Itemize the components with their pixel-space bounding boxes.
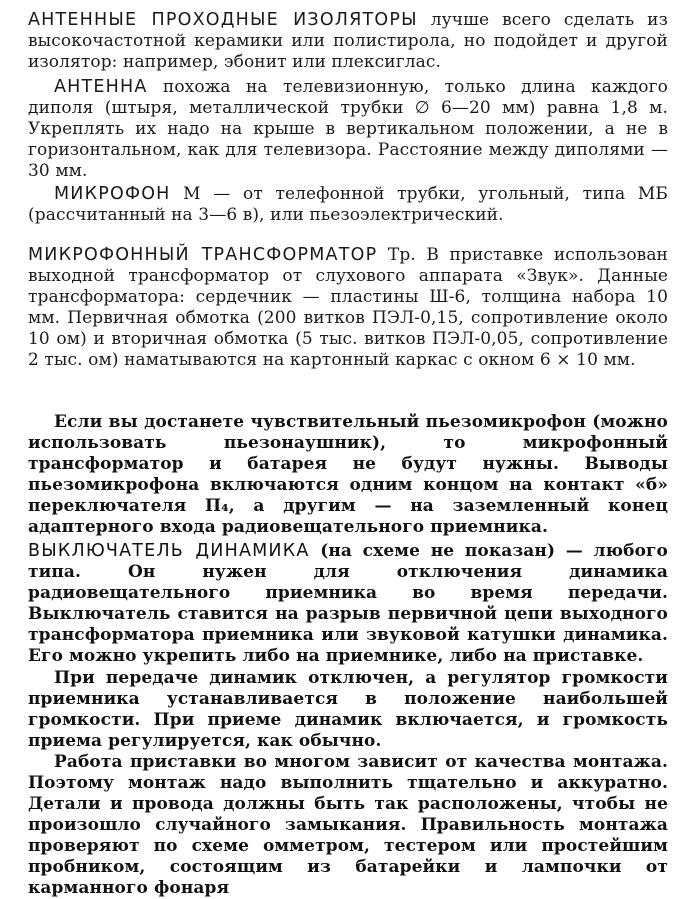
heading-insulators: АНТЕННЫЕ ПРОХОДНЫЕ ИЗОЛЯТОРЫ <box>28 10 418 30</box>
paragraph-speaker-switch <box>28 541 668 667</box>
paragraph-antenna <box>28 77 668 182</box>
paragraph-text: (на схеме не показан) — любого типа. Он нужен для отключения динамика радиовещательного приемника во время передачи. Выключатель ставится на разрыв первичной цепи выходного трансформатора приемника или звуковой катушки динамика. Его можно укрепить либо на приемнике, либо на приставке. <box>28 541 668 666</box>
paragraph-transmission <box>28 668 668 752</box>
paragraph-assembly <box>28 752 668 899</box>
paragraph-text: Если вы достанете чувствительный пьезомикрофон (можно использовать пьезонаушник), то микрофонный трансформатор и батарея не будут нужны. Выводы пьезомикрофона включаются одним концом на контакт «б» переключателя П₄, а другим — на заземленный конец адаптерного входа радиовещательного приемника. <box>28 412 668 537</box>
paragraph-text: Тр. В приставке использован выходной трансформатор от слухового аппарата «Звук». Данные трансформатора: сердечник — пластины Ш-6, толщина набора 10 мм. Первичная обмотка (200 витков ПЭЛ-0,15, сопротивление около 10 ом) и вторичная обмотка (5 тыс. витков ПЭЛ-0,05, сопротивление 2 тыс. ом) наматываются на картонный каркас с окном 6 × 10 мм. <box>28 245 668 370</box>
paragraph-piezo <box>28 412 668 538</box>
paragraph-text: При передаче динамик отключен, а регулятор громкости приемника устанавливается в положение наибольшей громкости. При приеме динамик включается, и громкость приема регулируется, как обычно. <box>28 668 668 751</box>
paragraph-text: Работа приставки во многом зависит от качества монтажа. Поэтому монтаж надо выполнить тщательно и аккуратно. Детали и провода должны быть так расположены, чтобы не произошло случайного замыкания. Правильность монтажа проверяют по схеме омметром, тестером или простейшим пробником, состоящим из батарейки и лампочки от карманного фонаря <box>28 752 668 898</box>
paragraph-microphone <box>28 184 668 226</box>
paragraph-insulators <box>28 10 668 73</box>
paragraph-text: М — от телефонной трубки, угольный, типа МБ (рассчитанный на 3—6 в), или пьезоэлектрический. <box>28 184 668 225</box>
paragraph-transformer <box>28 245 668 371</box>
heading-antenna: АНТЕННА <box>54 77 148 97</box>
heading-transformer: МИКРОФОННЫЙ ТРАНСФОРМАТОР <box>28 245 378 265</box>
heading-speaker-switch: ВЫКЛЮЧАТЕЛЬ ДИНАМИКА <box>28 541 310 561</box>
paragraph-text: похожа на телевизионную, только длина каждого диполя (штыря, металлической трубки ∅ 6—20 мм) равна 1,8 м. Укреплять их надо на крыше в вертикальном положении, а не в горизонтальном, как для телевизора. Расстояние между диполями — 30 мм. <box>28 77 668 181</box>
paragraph-text: лучше всего сделать из высокочастотной керамики или полистирола, но подойдет и другой изолятор: например, эбонит или плексиглас. <box>28 10 668 72</box>
heading-microphone: МИКРОФОН <box>54 184 171 204</box>
